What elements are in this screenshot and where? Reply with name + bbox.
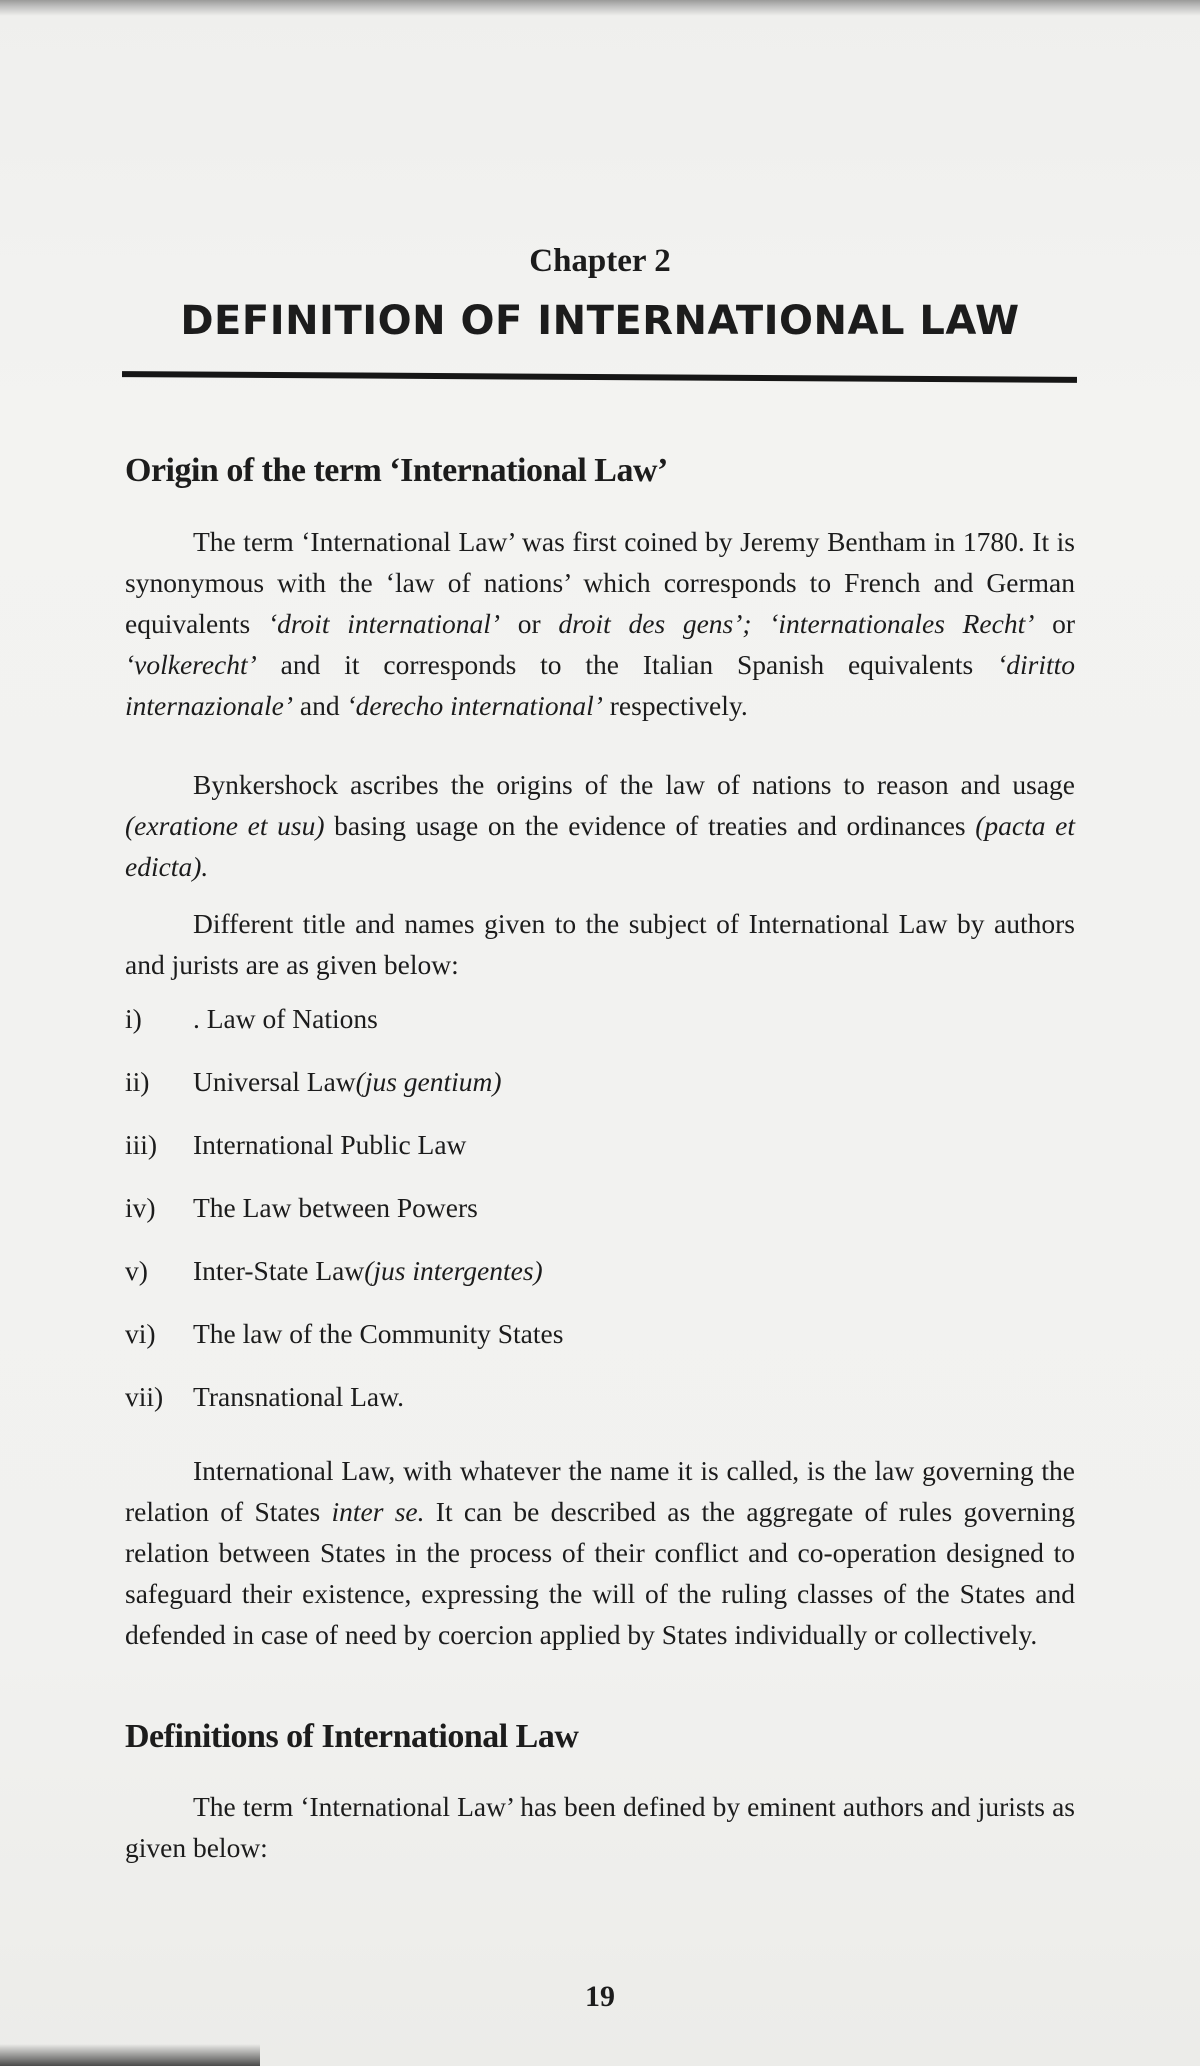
list-item: ii) Universal Law (jus gentium): [125, 1066, 502, 1097]
scan-top-shadow: [0, 0, 1200, 16]
names-list: [125, 1003, 1025, 1444]
list-item: vii) Transnational Law.: [125, 1381, 405, 1412]
paragraph-definitions-intro: The term ‘International Law’ has been defined by eminent authors and jurists as given below:: [125, 1791, 1075, 1863]
list-item: v) Inter-State Law (jus intergentes): [125, 1255, 543, 1286]
page-number: 19: [585, 1980, 615, 2013]
paragraph-international-law: International Law, with whatever the name it is called, is the law governing the relation of States inter se. It can be described as the aggregate of rules governing relation between States in the process of their conflict and co-operation designed to safeguard their existence, expressing the will of the ruling classes of the States and defended in case of need by coercion applied by States individually or collectively.: [125, 1455, 1075, 1650]
paragraph-titles-intro: Different title and names given to the subject of International Law by authors and jurists are as given below:: [125, 908, 1075, 980]
section-heading-definitions: Definitions of International Law: [125, 1718, 579, 1755]
list-item: i) . Law of Nations: [125, 1003, 378, 1034]
list-item: vi) The law of the Community States: [125, 1318, 564, 1349]
chapter-label: Chapter 2: [529, 243, 671, 279]
section-heading-origin: Origin of the term ‘International Law’: [125, 452, 668, 489]
paragraph-origin: The term ‘International Law’ was first coined by Jeremy Bentham in 1780. It is synonymous with the ‘law of nations’ which corresponds to French and German equivalents ‘droit international’ or droit des gens’; ‘internationales Recht’ or ‘volkerecht’ and it corresponds to the Italian Spanish equivalents ‘diritto internazionale’ and ‘derecho international’ respectively.: [125, 526, 1075, 721]
chapter-title: DEFINITION OF INTERNATIONAL LAW: [180, 298, 1020, 344]
scan-bottom-shadow: [0, 2044, 260, 2066]
paragraph-bynkershock: Bynkershock ascribes the origins of the law of nations to reason and usage (exratione et usu) basing usage on the evidence of treaties and ordinances (pacta et edicta).: [125, 769, 1075, 882]
list-item: iii) International Public Law: [125, 1129, 467, 1160]
title-rule: [122, 371, 1077, 383]
list-item: iv) The Law between Powers: [125, 1192, 478, 1223]
